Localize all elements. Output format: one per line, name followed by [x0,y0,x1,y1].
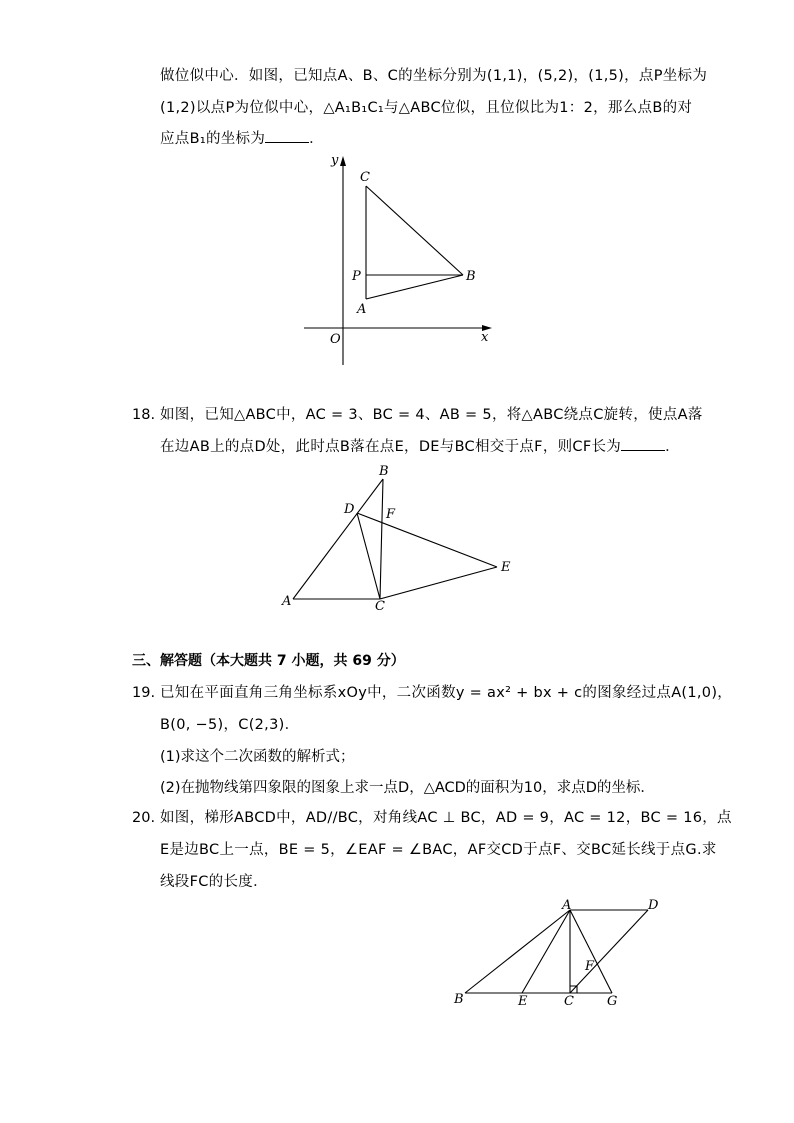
q20-text-line3: 线段FC的长度． [160,874,268,890]
q18-label-c: C [375,599,385,614]
q17-answer-blank [265,130,309,143]
section-heading: 三、解答题（本大题共 7 小题，共 69 分） [132,653,405,669]
q18-period: ． [665,439,680,455]
q18-label-a: A [282,594,292,609]
q17-x-axis [304,325,492,331]
q17-question-end: 应点B₁的坐标为 [160,131,266,147]
q18-segment-de [357,513,497,567]
q20-segment-ba [465,910,570,993]
q18-number: 18. [132,407,156,423]
q17-figure [300,150,500,370]
q20-label-a: A [562,898,572,913]
q17-label-a: A [357,302,367,317]
q19-part2: (2)在抛物线第四象限的图象上求一点D，△ACD的面积为10，求点D的坐标． [160,780,655,796]
q17-label-y: y [331,153,339,168]
q18-answer-blank [621,438,665,451]
q20-label-d: D [648,898,659,913]
q17-period: ． [309,131,324,147]
q17-label-b: B [466,269,476,284]
q20-segment-ae [522,910,570,993]
q17-segment-cb [366,186,463,275]
q17-text-line2: (1,2)以点P为位似中心，△A₁B₁C₁与△ABC位似，且位似比为1：2，那么点B的对 [160,100,693,116]
q17-label-c: C [360,170,370,185]
q18-label-f: F [386,507,396,522]
q20-label-b: B [454,992,464,1007]
q19-text-line2: B(0, −5)，C(2,3)． [160,717,300,733]
q18-segment-ce [380,567,497,599]
q20-segment-ag [570,910,612,993]
q20-figure [450,893,680,1013]
q19-number: 19. [132,685,156,701]
q18-label-d: D [344,502,355,517]
q18-segment-dc [357,513,380,599]
q18-question-end: 在边AB上的点D处，此时点B落在点E，DE与BC相交于点F，则CF长为 [160,439,622,455]
q18-segment-bc [380,479,383,599]
q17-label-o: O [330,332,341,347]
q20-label-e: E [518,994,528,1009]
q19-text-line1: 已知在平面直角三角坐标系xOy中，二次函数y = ax² + bx + c的图象经过点A(1,0)， [160,685,733,701]
q18-figure [280,460,520,614]
q17-y-axis [340,156,346,365]
q18-label-b: B [379,464,389,479]
q20-label-c: C [564,994,574,1009]
q17-label-p: P [352,269,361,284]
q17-label-x: x [481,330,489,345]
q20-segment-cd [570,910,648,993]
q18-segment-ab [293,479,383,599]
q18-text-line2 [160,437,680,457]
q18-label-e: E [501,560,511,575]
q20-label-f: F [585,959,595,974]
q20-number: 20. [132,810,156,826]
q18-text-line1: 如图，已知△ABC中，AC = 3、BC = 4、AB = 5，将△ABC绕点C旋转，使点A落 [160,407,703,423]
q17-segment-ab [366,275,463,299]
q17-text-line3 [160,129,324,149]
q19-part1: (1)求这个二次函数的解析式； [160,749,355,765]
q17-text-line1: 做位似中心．如图，已知点A、B、C的坐标分别为(1,1)，(5,2)，(1,5)，点P坐标为 [160,68,708,84]
q20-text-line2: E是边BC上一点，BE = 5，∠EAF = ∠BAC，AF交CD于点F、交BC延长线于点G.求 [160,842,717,858]
q20-text-line1: 如图，梯形ABCD中，AD//BC，对角线AC ⊥ BC，AD = 9，AC = 12，BC = 16，点 [160,810,732,826]
q20-label-g: G [607,994,618,1009]
